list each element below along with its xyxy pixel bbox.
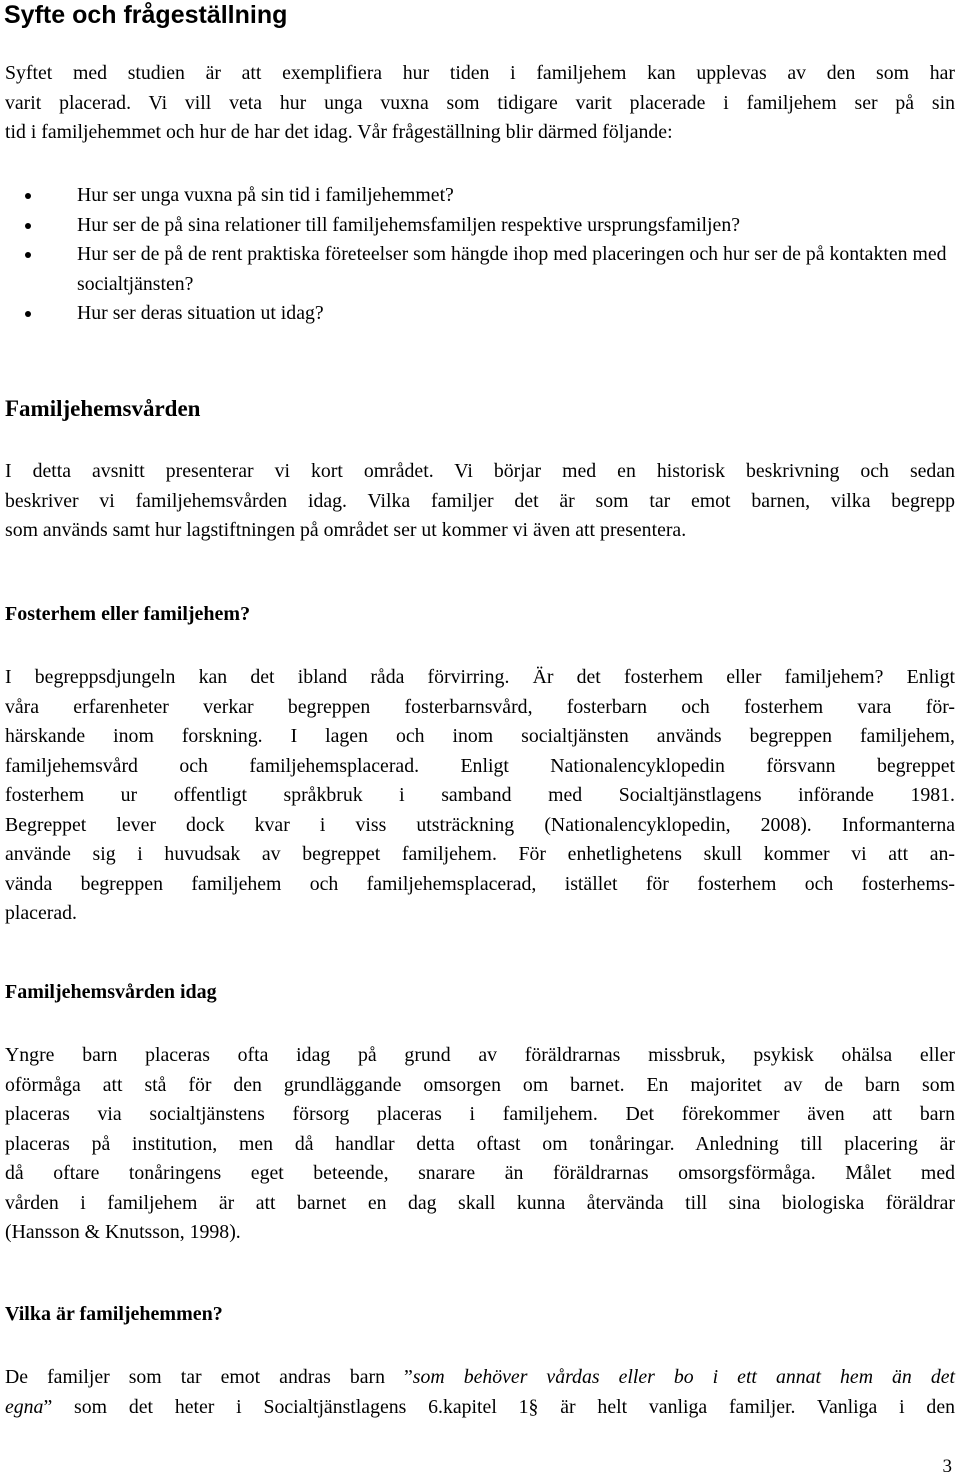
bullet-icon: [25, 193, 31, 199]
text-line: fosterhem ur offentligt språkbruk i samband med Socialtjänstlagens införande 1981.: [5, 784, 955, 806]
text-line: Begreppet lever dock kvar i viss utsträckning (Nationalencyklopedin, 2008). Informanterna: [5, 813, 955, 836]
bullet-icon: [25, 252, 31, 258]
text-line: (Hansson & Knutsson, 1998).: [5, 1221, 241, 1243]
text-line: vården i familjehem är att barnet en dag skall kunna återvända till sina biologiska föräldrar: [5, 1191, 955, 1214]
text-line: De familjer som tar emot andras barn ”som behöver vårdas eller bo i ett annat hem än det: [5, 1366, 955, 1388]
text-line: Yngre barn placeras ofta idag på grund av föräldrarnas missbruk, psykisk ohälsa eller: [5, 1044, 955, 1066]
text-line: familjehemsvård och familjehemsplacerad. Enligt Nationalencyklopedin försvann begreppet: [5, 754, 955, 777]
list-item: Hur ser de på sina relationer till familjehemsfamiljen respektive ursprungsfamiljen?: [0, 211, 955, 241]
page-number: 3: [942, 1456, 952, 1477]
question-list: [0, 181, 960, 329]
heading-fosterhem: Fosterhem eller familjehem?: [5, 603, 251, 625]
heading-familjehemsvarden: Familjehemsvården: [5, 396, 201, 421]
text-line: härskande inom forskning. I lagen och inom socialtjänsten används begreppen familjehem,: [5, 725, 955, 747]
text-line: Syftet med studien är att exemplifiera hur tiden i familjehem kan upplevas av den som har: [5, 62, 955, 84]
list-item: Hur ser de på de rent praktiska företeelser som hängde ihop med placeringen och hur ser de på kontakten med socialtjänsten?: [0, 240, 955, 299]
text-line: I detta avsnitt presenterar vi kort området. Vi börjar med en historisk beskrivning och sedan: [5, 460, 955, 482]
text-line: placeras via socialtjänstens försorg placeras i familjehem. Det förekommer även att barn: [5, 1103, 955, 1125]
list-item: Hur ser deras situation ut idag?: [0, 299, 955, 329]
text-line: placerad.: [5, 902, 77, 924]
paragraph-familjehemsvarden-idag: [5, 1041, 955, 1248]
text-line: tid i familjehemmet och hur de har det idag. Vår frågeställning blir därmed följande:: [5, 121, 673, 143]
paragraph-familjehemsvarden: [5, 457, 955, 546]
text-line: som används samt hur lagstiftningen på området ser ut kommer vi även att presentera.: [5, 519, 687, 541]
text-line: beskriver vi familjehemsvården idag. Vilka familjer det är som tar emot barnen, vilka begrepp: [5, 489, 955, 512]
bullet-icon: [25, 311, 31, 317]
paragraph-fosterhem: [5, 663, 955, 929]
text-line: egna” som det heter i Socialtjänstlagens 6.kapitel 1§ är helt vanliga familjer. Vanliga i den: [5, 1395, 955, 1418]
bullet-icon: [25, 223, 31, 229]
heading-vilka-ar-familjehemmen: Vilka är familjehemmen?: [5, 1303, 223, 1325]
paragraph-syfte: [5, 59, 955, 148]
heading-syfte: Syfte och frågeställning: [4, 1, 288, 29]
text-line: placeras på institution, men då handlar detta oftast om tonåringar. Anledning till placering är: [5, 1132, 955, 1155]
text-line: varit placerad. Vi vill veta hur unga vuxna som tidigare varit placerade i familjehem ser på sin: [5, 91, 955, 114]
list-item: Hur ser unga vuxna på sin tid i familjehemmet?: [0, 181, 955, 211]
heading-familjehemsvarden-idag: Familjehemsvården idag: [5, 981, 217, 1003]
text-line: oförmåga att stå för den grundläggande omsorgen om barnet. En majoritet av de barn som: [5, 1073, 955, 1096]
paragraph-vilka-ar-familjehemmen: [5, 1363, 955, 1422]
text-line: använde sig i huvudsak av begreppet familjehem. För enhetlighetens skull kommer vi att an-: [5, 843, 955, 865]
text-line: våra erfarenheter verkar begreppen fosterbarnsvård, fosterbarn och fosterhem vara för-: [5, 695, 955, 718]
text-line: då oftare tonåringens eget beteende, snarare än föräldrarnas omsorgsförmåga. Målet med: [5, 1162, 955, 1184]
text-line: vända begreppen familjehem och familjehemsplacerad, istället för fosterhem och fosterhems-: [5, 872, 955, 895]
text-line: I begreppsdjungeln kan det ibland råda förvirring. Är det fosterhem eller familjehem? Enligt: [5, 666, 955, 688]
